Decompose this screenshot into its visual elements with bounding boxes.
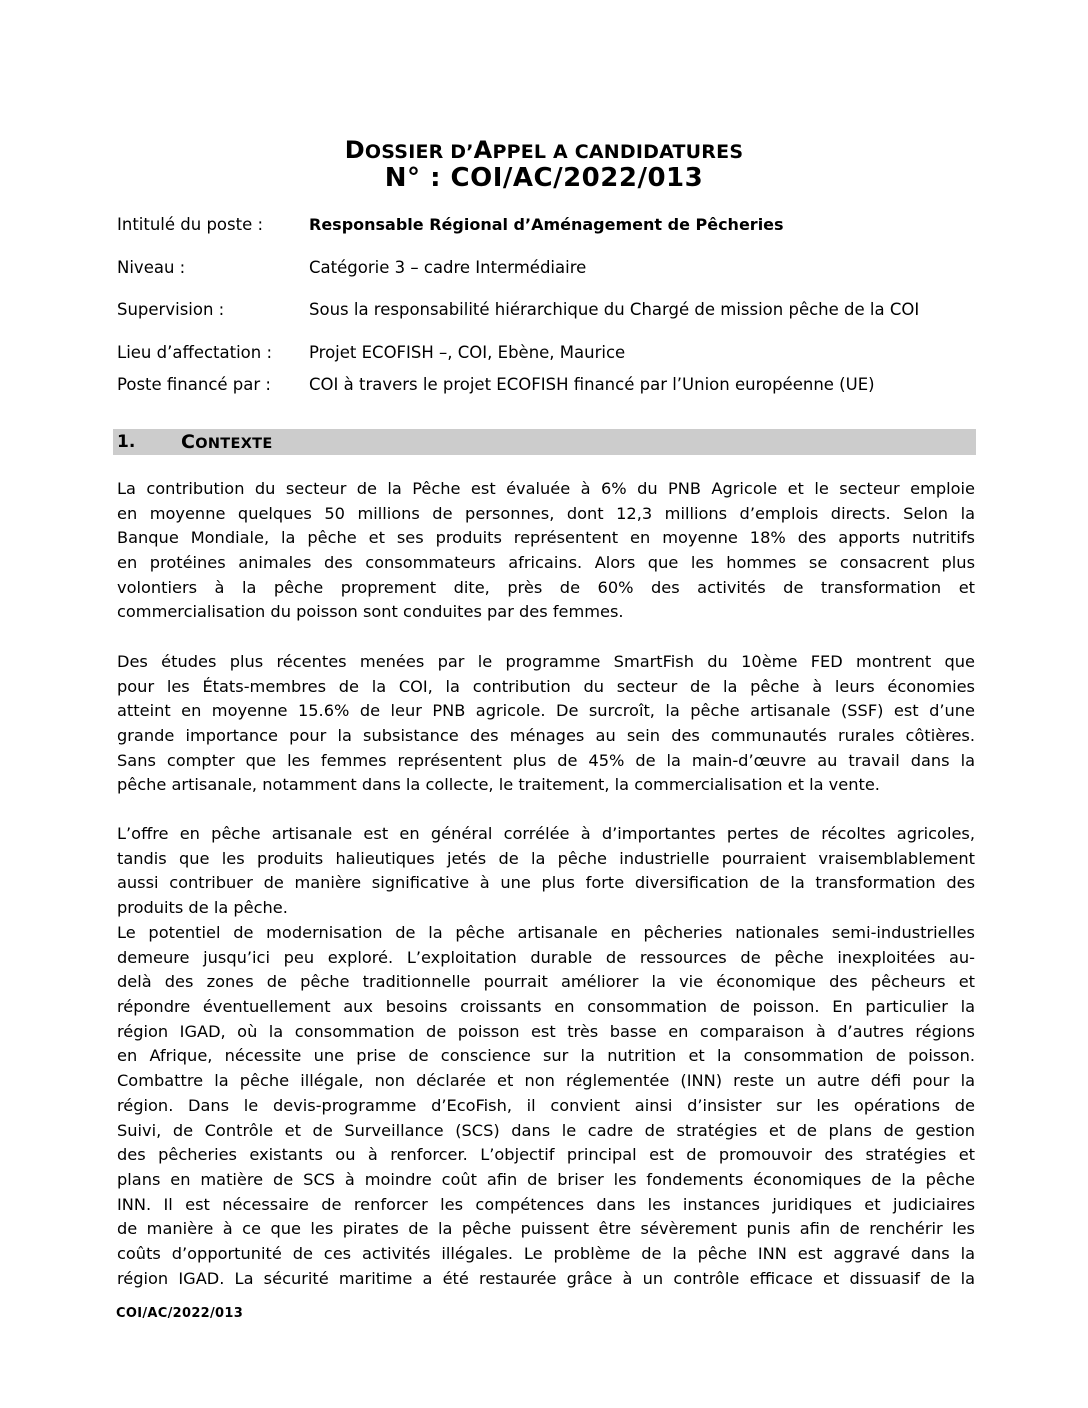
document-title — [0, 136, 1088, 164]
paragraph-2 — [117, 650, 975, 798]
meta-job-title — [117, 214, 784, 236]
text-line: delà des zones de pêche traditionnelle pourrait améliorer la vie économique des pêcheurs et — [117, 972, 975, 992]
title-cap-d: D — [344, 136, 365, 164]
text-line: tandis que les produits halieutiques jetés de la pêche industrielle pourraient vraisemblablement — [117, 848, 975, 868]
meta-label: Lieu d’affectation : — [117, 343, 273, 362]
meta-location — [117, 342, 625, 364]
text-line: région. Dans le devis-programme d’EcoFish, il convient ainsi d’insister sur les opérations de — [117, 1095, 975, 1115]
text-line: demeure jusqu’ici peu exploré. L’exploitation durable de ressources de pêche inexploitées au- — [117, 947, 975, 967]
text-line: volontiers à la pêche proprement dite, près de 60% des activités de transformation et — [117, 577, 975, 597]
text-line: produits de la pêche. — [117, 898, 288, 918]
text-line: coûts d’opportunité de ces activités illégales. Le problème de la pêche INN est aggravé dans la — [117, 1243, 975, 1263]
text-line: INN. Il est nécessaire de renforcer les compétences dans les instances juridiques et judiciaires — [117, 1194, 975, 1214]
meta-supervision — [117, 299, 919, 321]
text-line: en Afrique, nécessite une prise de conscience sur la nutrition et la consommation de poisson. — [117, 1046, 975, 1066]
paragraph-3 — [117, 822, 975, 921]
title-part: PPEL A CANDIDATURES — [492, 141, 744, 163]
meta-label: Intitulé du poste : — [117, 215, 264, 234]
page-footer-reference: COI/AC/2022/013 — [116, 1306, 244, 1321]
section-number: 1. — [117, 432, 136, 452]
meta-label: Poste financé par : — [117, 375, 271, 394]
text-line: L’offre en pêche artisanale est en général corrélée à d’importantes pertes de récoltes agricoles, — [117, 824, 975, 843]
section-title — [181, 429, 273, 458]
text-line: de manière à ce que les pirates de la pêche puissent être sévèrement punis afin de renchérir les — [117, 1219, 975, 1239]
text-line: grande importance pour la subsistance des ménages au sein des communautés rurales côtières. — [117, 726, 975, 746]
meta-value: Responsable Régional d’Aménagement de Pêcheries — [309, 215, 784, 234]
section-title-cap: C — [181, 431, 196, 453]
paragraph-1 — [117, 477, 975, 625]
meta-value: Sous la responsabilité hiérarchique du Chargé de mission pêche de la COI — [309, 300, 920, 319]
section-title-rest: ONTEXTE — [195, 436, 273, 452]
meta-funding — [117, 374, 875, 396]
text-line: aussi contribuer de manière significative à une plus forte diversification de la transformation des — [117, 873, 975, 893]
text-line: région IGAD. La sécurité maritime a été restaurée grâce à un contrôle efficace et dissuasif de la — [117, 1268, 975, 1288]
meta-value: Catégorie 3 – cadre Intermédiaire — [309, 258, 587, 277]
reference-number: N° : COI/AC/2022/013 — [384, 163, 704, 193]
text-line: en moyenne quelques 50 millions de personnes, dont 12,3 millions d’emplois directs. Selon la — [117, 503, 975, 523]
meta-value: Projet ECOFISH –, COI, Ebène, Maurice — [309, 343, 626, 362]
meta-level — [117, 257, 586, 279]
title-cap-a: A — [473, 136, 493, 164]
meta-label: Niveau : — [117, 258, 186, 277]
text-line: Des études plus récentes menées par le programme SmartFish du 10ème FED montrent que — [117, 652, 975, 671]
text-line: Combattre la pêche illégale, non déclarée et non réglementée (INN) reste un autre défi pour la — [117, 1071, 975, 1091]
text-line: atteint en moyenne 15.6% de leur PNB agricole. De surcroît, la pêche artisanale (SSF) est d’une — [117, 701, 975, 721]
text-line: Suivi, de Contrôle et de Surveillance (SCS) dans le cadre de stratégies et de plans de gestion — [117, 1120, 975, 1140]
text-line: commercialisation du poisson sont conduites par des femmes. — [117, 602, 624, 622]
text-line: Banque Mondiale, la pêche et ses produits représentent en moyenne 18% des apports nutritifs — [117, 528, 975, 548]
section-heading-contexte — [113, 429, 976, 455]
text-line: des pêcheries existants ou à renforcer. L’objectif principal est de promouvoir des stratégies et — [117, 1145, 975, 1165]
title-part: OSSIER D’ — [364, 141, 474, 163]
meta-value: COI à travers le projet ECOFISH financé par l’Union européenne (UE) — [309, 375, 875, 394]
text-line: plans en matière de SCS à moindre coût afin de briser les fondements économiques de la pêche — [117, 1169, 975, 1189]
meta-label: Supervision : — [117, 300, 225, 319]
text-line: Sans compter que les femmes représentent plus de 45% de la main-d’œuvre au travail dans la — [117, 750, 975, 770]
text-line: Le potentiel de modernisation de la pêche artisanale en pêcheries nationales semi-industrielles — [117, 923, 975, 942]
paragraph-4 — [117, 921, 975, 1291]
text-line: pour les États-membres de la COI, la contribution du secteur de la pêche à leurs économies — [117, 676, 975, 696]
text-line: répondre éventuellement aux besoins croissants en consommation de poisson. En particulier la — [117, 997, 975, 1017]
text-line: en protéines animales des consommateurs africains. Alors que les hommes se consacrent plus — [117, 553, 975, 573]
text-line: La contribution du secteur de la Pêche est évaluée à 6% du PNB Agricole et le secteur emploie — [117, 479, 975, 498]
text-line: pêche artisanale, notamment dans la collecte, le traitement, la commercialisation et la vente. — [117, 775, 880, 795]
text-line: région IGAD, où la consommation de poisson est très basse en comparaison à d’autres régions — [117, 1021, 975, 1041]
